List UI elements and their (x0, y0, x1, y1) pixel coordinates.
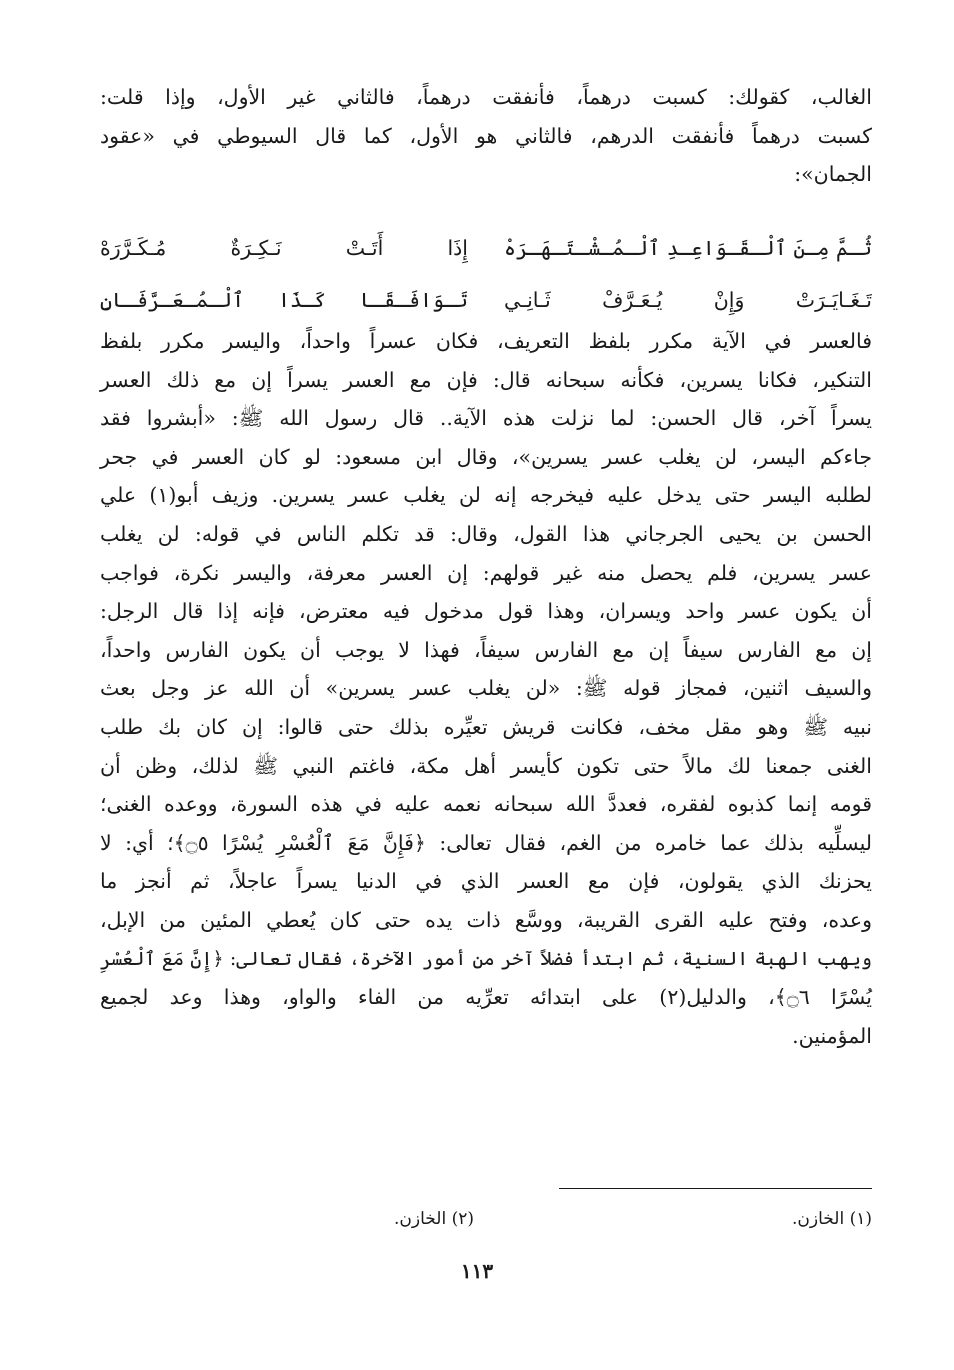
body-paragraph (100, 322, 872, 1055)
footnote-separator (559, 1188, 872, 1189)
intro-paragraph (100, 78, 872, 194)
text-line: التنكير، فكانا يسرين، فكأنه سبحانه قال: فإن مع العسر يسراً إن مع ذلك العسر (100, 367, 872, 392)
verse-first-hemistich: تَـغَـايَـرَتْ وَإِنْ يُـعَـرَّفْ ثَـانِـي (504, 288, 872, 312)
text-line: المؤمنين. (792, 1023, 872, 1048)
text-line: والسيف اثنين، فمجاز قوله ﷺ: «لن يغلب عسر يسرين» أن الله عز وجل بعث (100, 676, 872, 701)
text-line: يسراً آخر، قال الحسن: لما نزلت هذه الآية.. قال رسول الله ﷺ: «أبشروا فقد (100, 406, 872, 431)
text-line: قومه إنما كذبوه لفقره، فعددَّ الله سبحانه نعمه عليه في هذه السورة، ووعده الغنى؛ (100, 792, 872, 817)
text-line: يحزنك الذي يقولون، فإن مع العسر الذي في الدنيا يسراً عاجلاً، ثم أنجز ما (100, 869, 872, 894)
text-line: يُسْرًا ۝٦﴾، والدليل(٢) على ابتدائه تعرِّيه من الفاء والواو، وهذا وعد لجميع (100, 985, 872, 1010)
text-line: ويهب الهبة السنية، ثم ابتدأ فضلاً آخر من أمور الآخرة، فقال تعالى: ﴿إِنَّ مَعَ ٱلْعُسْرِ (100, 947, 872, 970)
text-line: الجمان»: (794, 162, 872, 187)
text-line: فالعسر في الآية مكرر بلفظ التعريف، فكان عسراً واحداً، واليسر مكرر بلفظ (100, 329, 872, 353)
text-line: عسر يسرين، فلم يحصل منه غير قولهم: إن العسر معرفة، واليسر نكرة، فواجب (100, 560, 872, 585)
poem-verses (100, 222, 872, 326)
verse-second-hemistich: إِذَا أَتَـتْ نَـكِـرَةٌ مُـكَـرَّرَهْ (100, 236, 468, 260)
text-line: وعده، وفتح عليه القرى القريبة، ووسَّع ذات يده حتى كان يُعطي المئين من الإبل، (100, 907, 872, 932)
footnote-1: (١) الخازن. (792, 1209, 872, 1229)
text-line: كسبت درهماً فأنفقت الدرهم، فالثاني هو الأول، كما قال السيوطي في «عقود (100, 123, 872, 148)
text-line: لطلبه اليسر حتى يدخل عليه فيخرجه إنه لن يغلب عسر يسرين. وزيف أبو(١) علي (100, 483, 872, 508)
text-line: أن يكون عسر واحد ويسران، وهذا قول مدخول فيه معترض، فإنه إذا قال الرجل: (100, 599, 872, 624)
text-line: الغنى جمعنا لك مالاً حتى تكون كأيسر أهل مكة، فاغتم النبي ﷺ لذلك، وظن أن (100, 753, 872, 778)
text-line: الغالب، كقولك: كسبت درهماً، فأنفقت درهماً، فالثاني غير الأول، وإذا قلت: (100, 85, 872, 109)
verse-second-hemistich: تَـوَافَـقَـا كَـذَا ٱلْـمُـعَـرَّفَـانِ (100, 288, 468, 312)
footnote-2: (٢) الخازن. (394, 1209, 474, 1229)
page-number: ١١٣ (460, 1259, 494, 1283)
verse-first-hemistich: ثُـمَّ مِـنَ ٱلْـقَـوَاعِـدِ ٱلْـمُـشْـتَـهَـرَهْ (504, 236, 872, 260)
text-line: الحسن بن يحيى الجرجاني هذا القول، وقال: قد تكلم الناس في قوله: لن يغلب (100, 521, 872, 546)
poem-verse (100, 274, 872, 326)
text-line: إن مع الفارس سيفاً إن مع الفارس سيفاً، فهذا لا يوجب أن يكون الفارس واحداً، (100, 637, 872, 662)
text-line: نبيه ﷺ وهو مقل مخف، فكانت قريش تعيِّره بذلك حتى قالوا: إن كان بك طلب (100, 714, 872, 739)
footnotes (100, 1204, 872, 1234)
poem-verse (100, 222, 872, 274)
text-line: جاءكم اليسر، لن يغلب عسر يسرين»، وقال ابن مسعود: لو كان العسر في جحر (100, 444, 872, 469)
text-line: ليسلِّيه بذلك عما خامره من الغم، فقال تعالى: ﴿فَإِنَّ مَعَ ٱلْعُسْرِ يُسْرًا ۝٥﴾؛ أي: لا (100, 830, 873, 855)
